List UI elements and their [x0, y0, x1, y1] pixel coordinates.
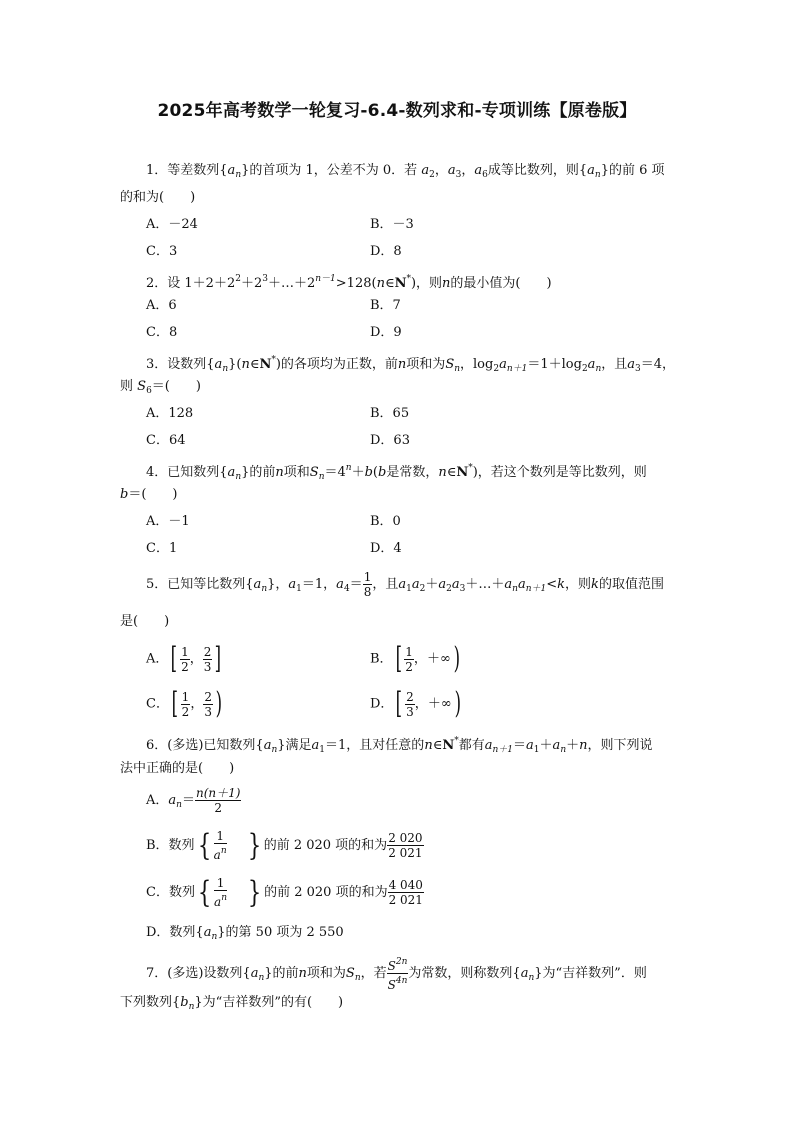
var-a: a [311, 738, 320, 753]
text: ，则下列说 [587, 738, 653, 753]
var-S: S [445, 357, 455, 372]
sub-n: n [454, 364, 461, 374]
sep: ， [434, 163, 448, 178]
denominator: 3 [204, 704, 212, 719]
var-a: a [520, 966, 529, 981]
text: 下列数列{ [120, 995, 181, 1010]
sup-n: n [220, 846, 227, 856]
text: ( [372, 465, 378, 480]
right-brace: } [247, 827, 261, 863]
q1-option-a: A．－24 [146, 217, 198, 232]
q6-option-d [146, 925, 344, 945]
text: ∈ [432, 738, 443, 753]
text: 的取值范围 [598, 577, 664, 592]
var-b: b [120, 487, 129, 502]
text: )，若这个数列是等比数列，则 [472, 465, 647, 480]
option-label: B．数列 [146, 838, 195, 853]
var-a: a [504, 577, 513, 592]
q3-option-d: D．63 [370, 433, 410, 448]
question-4-line-2 [120, 487, 177, 503]
comma: ， [189, 651, 203, 667]
text: ＋ [539, 738, 553, 753]
option-label: A． [146, 651, 169, 667]
set-N: N [394, 276, 407, 291]
text: ，则 [565, 577, 592, 592]
var-S: S [309, 465, 319, 480]
text: 7．(多选)设数列{ [146, 966, 251, 981]
var-a: a [587, 163, 595, 178]
question-3-line-1 [146, 352, 675, 377]
var-a: a [627, 357, 636, 372]
var-a: a [411, 577, 420, 592]
sub-n-plus-1: n＋1 [525, 584, 547, 594]
comma: ， [414, 696, 428, 712]
q1-option-c: C．3 [146, 244, 178, 259]
denominator: 2 021 [388, 846, 423, 860]
text: 6．(多选)已知数列{ [146, 738, 264, 753]
option-label: D． [370, 696, 394, 712]
text: 则 [120, 379, 134, 394]
var-a: a [474, 163, 483, 178]
text: ＋…＋ [465, 577, 505, 592]
fraction-s2n-over-s4n [387, 956, 409, 991]
sub-n: n [595, 364, 602, 374]
question-1-line-1 [146, 163, 665, 183]
sup-n: n [221, 893, 227, 903]
right-paren: ) [215, 686, 223, 721]
question-5-line-1 [146, 571, 664, 603]
q6-option-a [146, 784, 241, 822]
denominator [214, 844, 227, 861]
question-2-line-1 [146, 271, 552, 292]
left-bracket: [ [171, 686, 179, 721]
sub-3: 3 [635, 364, 641, 374]
text: 是常数， [386, 465, 439, 480]
question-6-line-1 [146, 733, 653, 758]
sup-2n: 2n [395, 957, 408, 967]
left-brace: { [197, 827, 211, 863]
var-a: a [398, 577, 407, 592]
var-a: a [587, 357, 596, 372]
sub-n: n [512, 584, 518, 594]
numerator: 1 [214, 830, 227, 844]
text: 4．已知数列{ [146, 465, 228, 480]
text: }的前 [241, 465, 276, 480]
sub-n: n [528, 973, 535, 983]
q3-option-a: A．128 [146, 406, 194, 421]
fraction-half [404, 646, 414, 673]
fraction-half [180, 646, 190, 673]
q4-option-d: D．4 [370, 541, 402, 556]
var-a: a [213, 848, 221, 862]
q6-option-b [146, 829, 424, 863]
sup-4n: 4n [395, 976, 408, 986]
right-bracket: ] [215, 641, 222, 676]
text: ＝ [349, 577, 363, 592]
text: ＝4 [324, 465, 346, 480]
right-brace: } [247, 874, 262, 910]
var-b: b [364, 465, 373, 480]
sup-3: 3 [262, 274, 268, 284]
var-a: a [517, 577, 526, 592]
numerator: 2 [406, 689, 414, 704]
var-a: a [438, 577, 447, 592]
q3-option-c: C．64 [146, 433, 186, 448]
option-label: A． [146, 793, 169, 808]
var-k: k [591, 577, 599, 592]
sub-2: 2 [429, 170, 435, 180]
text: }( [228, 357, 242, 372]
var-n: n [424, 738, 433, 753]
var-n: n [438, 465, 447, 480]
sub-n: n [222, 364, 229, 374]
sup-exp: n－1 [315, 274, 336, 284]
text: }的前 [264, 966, 299, 981]
right-paren: ) [454, 686, 461, 721]
text: ＝1， [301, 577, 337, 592]
var-n: n [275, 465, 284, 480]
text: )的各项均为正数，前 [275, 357, 398, 372]
var-S: S [387, 978, 396, 992]
text: ，且 [601, 357, 628, 372]
denominator: 2 [181, 659, 189, 674]
q6-option-c [146, 876, 424, 910]
sub-n: n [318, 472, 325, 482]
var-a: a [227, 465, 236, 480]
text: ＝( ) [128, 487, 178, 502]
text: 的前 2 020 项的和为 [264, 885, 388, 900]
numerator: 1 [405, 644, 413, 659]
var-a: a [421, 163, 430, 178]
sub-2: 2 [446, 584, 452, 594]
fraction-2020-over-2021 [387, 832, 423, 859]
infinity: ＋∞ [426, 651, 451, 667]
sub-2: 2 [419, 584, 426, 594]
var-n: n [579, 738, 588, 753]
fraction-one-over-an [214, 830, 227, 861]
denominator: 2 021 [388, 893, 423, 907]
fraction-half [181, 691, 191, 718]
text: }的前 6 项 [600, 163, 665, 178]
sub-n: n [258, 973, 265, 983]
text: ，且 [372, 577, 399, 592]
text: }的首项为 1，公差不为 0．若 [241, 163, 418, 178]
sub-6: 6 [482, 170, 488, 180]
numerator: 1 [181, 689, 190, 704]
sub-1: 1 [533, 745, 540, 755]
var-a: a [203, 925, 212, 940]
var-n: n [397, 357, 407, 372]
text: ＋…＋2 [267, 276, 316, 291]
denominator: 3 [406, 704, 414, 719]
text: }， [267, 577, 289, 592]
var-a: a [552, 738, 561, 753]
sub-2: 2 [581, 364, 588, 374]
numerator: 1 [363, 570, 372, 584]
var-a: a [451, 577, 460, 592]
denominator [387, 974, 409, 991]
var-a: a [250, 966, 259, 981]
text: 为常数，则称数列{ [408, 966, 521, 981]
numerator: 4 040 [388, 878, 423, 892]
var-a: a [499, 357, 507, 372]
fraction-two-thirds [405, 691, 415, 718]
sub-n-plus-1: n＋1 [492, 745, 514, 755]
comma: ， [413, 651, 427, 667]
var-a: a [484, 738, 493, 753]
fraction-n-n-plus-1-over-2 [195, 787, 241, 814]
text: < [546, 577, 558, 592]
text: 3．设数列{ [146, 357, 215, 372]
sup-star: * [271, 355, 276, 365]
q2-option-b: B．7 [370, 298, 401, 313]
sub-6: 6 [146, 386, 152, 396]
q4-option-c: C．1 [146, 541, 178, 556]
sub-n: n [188, 1002, 195, 1012]
text: ＋ [425, 577, 439, 592]
var-S: S [345, 966, 355, 981]
sep: ， [461, 163, 475, 178]
var-a: a [447, 163, 456, 178]
option-label: B． [370, 651, 393, 667]
text: ＝ [513, 738, 527, 753]
var-k: k [557, 577, 566, 592]
sub-n: n [271, 745, 278, 755]
text: 5．已知等比数列{ [146, 577, 254, 592]
text: 项和为 [306, 966, 346, 981]
sub-n: n [354, 973, 361, 983]
text: }为“吉祥数列”．则 [534, 966, 647, 981]
q5-option-d [370, 686, 463, 721]
option-label: C．数列 [146, 885, 195, 900]
sub-1: 1 [296, 584, 302, 594]
numerator: 2 [203, 644, 212, 659]
denominator: 2 [181, 704, 190, 719]
var-a: a [526, 738, 534, 753]
text: 都有 [458, 738, 485, 753]
numerator: 1 [214, 877, 227, 891]
sub-n: n [594, 170, 601, 180]
var-b: b [180, 995, 189, 1010]
q2-option-d: D．9 [370, 325, 402, 340]
sup-2: 2 [235, 274, 241, 284]
page-title: 2025年高考数学一轮复习-6.4-数列求和-专项训练【原卷版】 [157, 101, 637, 121]
var-n: n [241, 357, 250, 372]
var-a: a [214, 895, 222, 909]
numerator: 2 020 [388, 831, 423, 845]
sub-3: 3 [455, 170, 462, 180]
comma: ， [190, 696, 204, 712]
denominator: 2 [405, 659, 413, 674]
fraction-one-eighth [363, 571, 373, 598]
q4-option-b: B．0 [370, 514, 401, 529]
right-paren: ) [453, 641, 460, 676]
question-7-line-1 [146, 956, 647, 994]
fraction-two-thirds [203, 691, 213, 718]
q5-option-b [370, 641, 463, 676]
left-brace: { [197, 874, 212, 910]
sub-1: 1 [406, 584, 412, 594]
numerator: 1 [181, 644, 189, 659]
sub-n: n [176, 800, 182, 810]
sup-n: n [345, 463, 352, 473]
question-7-line-2 [120, 995, 343, 1015]
text: D．数列{ [146, 925, 204, 940]
text: ＝1＋log [527, 357, 582, 372]
text: ＝( ) [151, 379, 201, 394]
text: 的前 2 020 项的和为 [263, 838, 388, 853]
question-1-line-2: 的和为( ) [120, 190, 196, 205]
set-N: N [456, 465, 469, 480]
left-bracket: [ [171, 641, 178, 676]
sub-3: 3 [459, 584, 466, 594]
var-n: n [376, 276, 385, 291]
question-5-line-2: 是( ) [120, 614, 170, 629]
sub-n: n [211, 932, 218, 942]
var-b: b [377, 465, 387, 480]
question-3-line-2 [120, 379, 201, 399]
equals: ＝ [181, 793, 195, 808]
var-a: a [288, 577, 297, 592]
question-6-line-2: 法中正确的是( ) [120, 761, 235, 776]
sup-star: * [454, 736, 459, 746]
option-label: C． [146, 696, 169, 712]
text: 2．设 1＋2＋2 [146, 276, 236, 291]
text: ＝4， [640, 357, 676, 372]
set-N: N [259, 357, 272, 372]
text: >128( [335, 276, 377, 291]
q2-option-c: C．8 [146, 325, 178, 340]
question-4-line-1 [146, 460, 647, 485]
var-a: a [168, 793, 177, 808]
var-a: a [214, 357, 223, 372]
denominator: 3 [203, 659, 212, 674]
q5-option-a [146, 641, 224, 676]
sub-n: n [560, 745, 567, 755]
q1-option-b: B．－3 [370, 217, 414, 232]
fraction-4040-over-2021 [388, 879, 424, 906]
sub-n: n [235, 170, 242, 180]
text: ＋2 [240, 276, 263, 291]
var-a: a [336, 577, 344, 592]
fraction-two-thirds [203, 646, 213, 673]
var-a: a [227, 163, 236, 178]
var-a: a [253, 577, 262, 592]
denominator: 2 [214, 801, 223, 815]
q5-option-c [146, 686, 225, 721]
sub-1: 1 [319, 745, 326, 755]
var-n: n [442, 276, 451, 291]
text: )，则 [410, 276, 443, 291]
left-bracket: [ [395, 641, 402, 676]
text: }为“吉祥数列”的有( ) [194, 995, 344, 1010]
text: ＝1，且对任意的 [325, 738, 425, 753]
text: ∈ [384, 276, 395, 291]
q2-option-a: A．6 [146, 298, 177, 313]
sub-2: 2 [493, 364, 500, 374]
text: ，若 [360, 966, 387, 981]
fraction-one-over-an [214, 877, 227, 908]
text: 项和为 [406, 357, 446, 372]
sub-n-plus-1: n＋1 [506, 364, 528, 374]
text: ∈ [249, 357, 260, 372]
text: }的第 50 项为 2 550 [217, 925, 344, 940]
numerator: n(n＋1) [195, 786, 241, 800]
text: 成等比数列，则{ [487, 163, 588, 178]
sub-4: 4 [343, 584, 350, 594]
numerator: 2 [204, 689, 212, 704]
set-N: N [442, 738, 455, 753]
var-S: S [137, 379, 147, 394]
q4-option-a: A．－1 [146, 514, 190, 529]
text: }满足 [277, 738, 312, 753]
text: ∈ [446, 465, 457, 480]
sup-star: * [468, 463, 473, 473]
sub-n: n [261, 584, 268, 594]
text: ＋ [566, 738, 580, 753]
denominator [214, 891, 227, 908]
q1-option-d: D．8 [370, 244, 402, 259]
var-S: S [387, 959, 396, 973]
numerator [387, 956, 409, 974]
sup-star: * [406, 274, 411, 284]
q3-option-b: B．65 [370, 406, 410, 421]
left-bracket: [ [396, 686, 403, 721]
text: 的最小值为( ) [450, 276, 552, 291]
text: ＋ [351, 465, 365, 480]
text: 1．等差数列{ [146, 163, 228, 178]
var-n: n [298, 966, 307, 981]
infinity: ＋∞ [427, 696, 452, 712]
sub-n: n [235, 472, 242, 482]
var-a: a [263, 738, 272, 753]
text: ，log [460, 357, 494, 372]
text: 项和 [283, 465, 310, 480]
denominator: 8 [363, 585, 372, 599]
